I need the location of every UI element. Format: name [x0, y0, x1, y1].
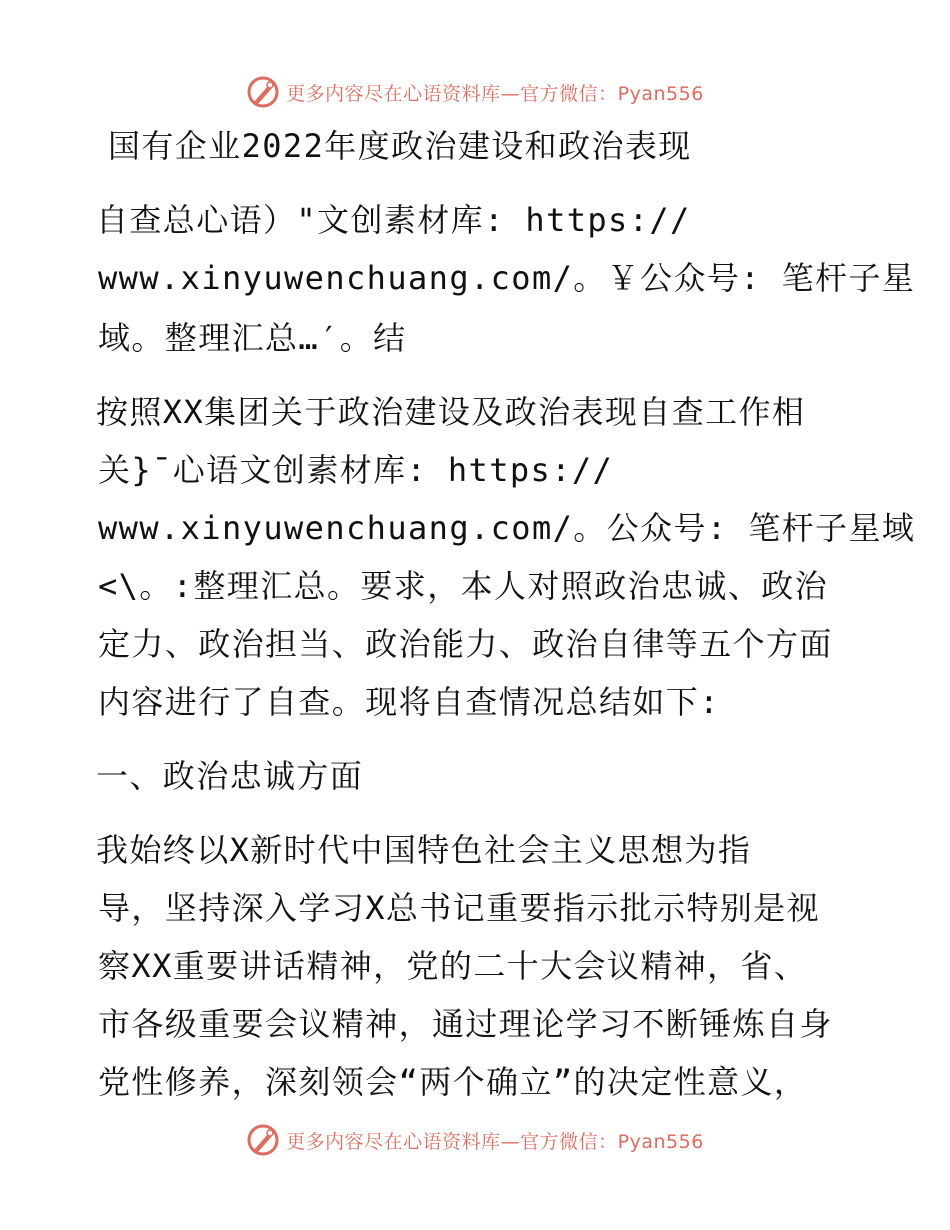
header-banner-text: 更多内容尽在心语资料库—官方微信：Pyan556: [286, 82, 704, 105]
text-line: www.xinyuwenchuang.com/。￥公众号: 笔杆子星: [98, 259, 916, 297]
text-line: 域。整理汇总…′。结: [98, 319, 407, 357]
section-heading: 一、政治忠诚方面: [96, 757, 364, 795]
text-line: 内容进行了自查。现将自查情况总结如下:: [98, 683, 720, 721]
pen-logo-icon: [246, 1123, 280, 1157]
text-line: 关}¯心语文创素材库: https://: [98, 451, 614, 489]
footer-banner-text: 更多内容尽在心语资料库—官方微信：Pyan556: [286, 1130, 704, 1153]
text-line: 察XX重要讲话精神，党的二十大会议精神，省、: [98, 947, 808, 985]
text-line: 党性修养，深刻领会“两个确立”的决定性意义，: [98, 1063, 808, 1101]
text-line: 自查总心语）"文创素材库: https://: [96, 201, 691, 239]
text-line: 导，坚持深入学习X总书记重要指示批示特别是视: [98, 889, 821, 927]
footer-banner: [0, 1118, 950, 1162]
text-line: 按照XX集团关于政治建设及政治表现自查工作相: [96, 393, 806, 431]
document-title: 国有企业2022年度政治建设和政治表现: [108, 127, 692, 165]
text-line: 市各级重要会议精神，通过理论学习不断锤炼自身: [98, 1005, 833, 1043]
text-line: <\。:整理汇总。要求，本人对照政治忠诚、政治: [98, 567, 828, 605]
text-line: 定力、政治担当、政治能力、政治自律等五个方面: [98, 625, 833, 663]
text-line: 我始终以X新时代中国特色社会主义思想为指: [96, 831, 752, 869]
text-line: www.xinyuwenchuang.com/。公众号: 笔杆子星域: [98, 509, 916, 547]
